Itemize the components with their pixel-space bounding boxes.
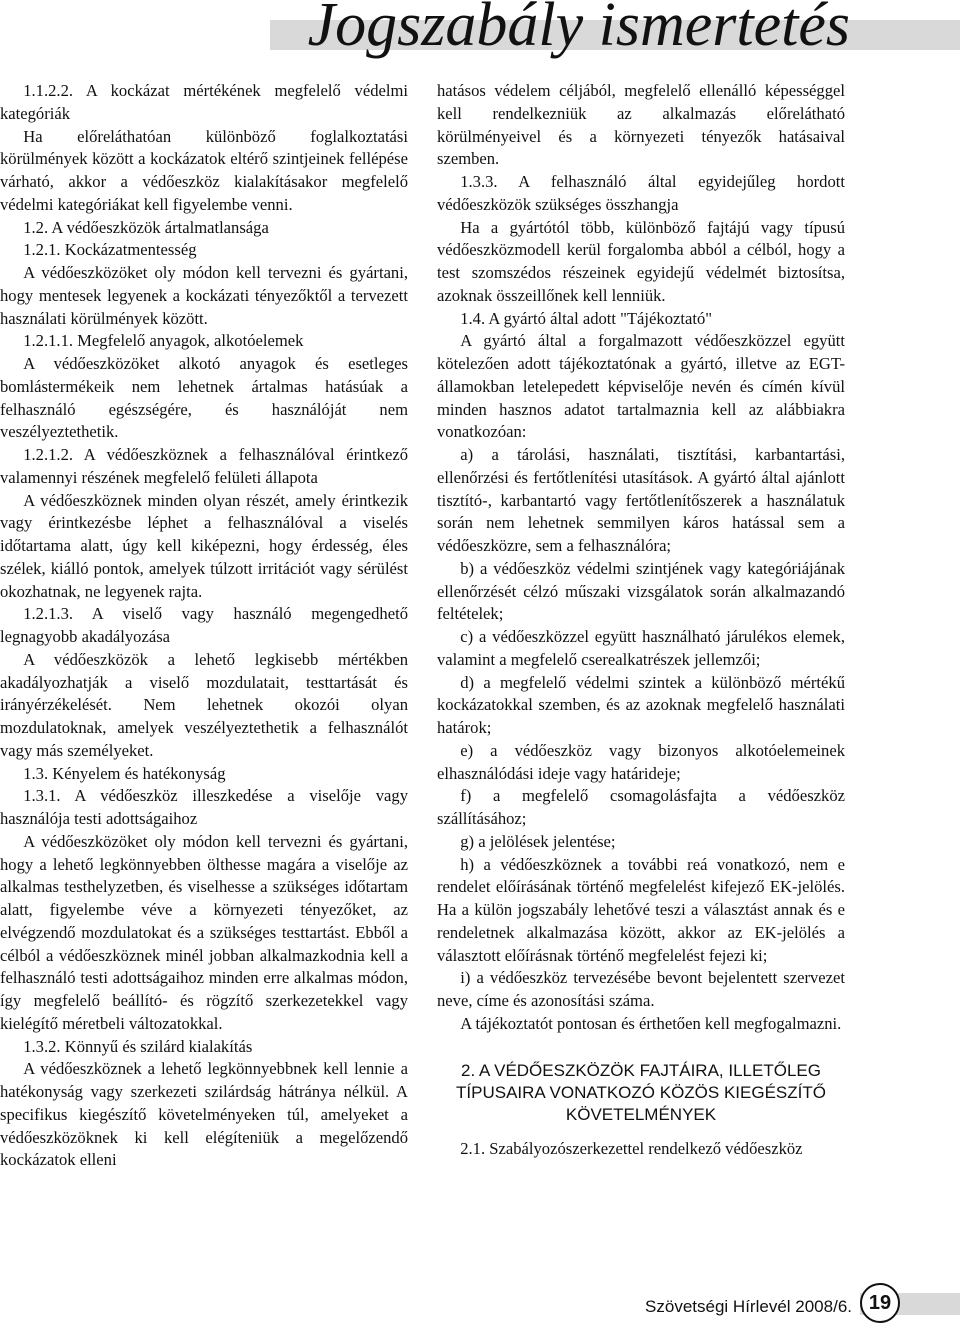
paragraph: Ha előreláthatóan különböző foglalkoztatási körülmények között a kockázatok eltérő szintjeinek fellépése várható, akkor a védőeszköz kialakításakor megfelelő védelmi kategóriákat kell figyelembe venni. [0,126,408,214]
paragraph: A védőeszközök a lehető legkisebb mértékben akadályozhatják a viselő mozdulatait, testtartását és irányérzékelését. Nem lehetnek okozói olyan mozdulatoknak, amelyek veszélyeztethetik a felhasználót vagy más személyeket. [0,649,408,760]
paragraph: e) a védőeszköz vagy bizonyos alkotóelemeinek elhasználódási ideje vagy határideje; [437,740,845,783]
publication-name: Szövetségi Hírlevél 2008/6. [645,1297,852,1316]
paragraph: f) a megfelelő csomagolásfajta a védőeszköz szállításához; [437,786,845,828]
paragraph: 1.3.2. Könnyű és szilárd kialakítás [23,1036,253,1056]
page-number: 19 [860,1283,900,1323]
paragraph: 1.4. A gyártó által adott "Tájékoztató" [460,308,713,328]
paragraph: 1.2.1.3. A viselő vagy használó megengedhető legnagyobb akadályozása [0,604,408,646]
paragraph: i) a védőeszköz tervezésébe bevont bejelentett szervezet neve, címe és azonosítási száma. [437,968,845,1010]
paragraph: b) a védőeszköz védelmi szintjének vagy kategóriájának ellenőrzését célzó műszaki vizsgálatok során alkalmazandó feltételek; [437,558,845,624]
paragraph: A védőeszközöket oly módon kell tervezni és gyártani, hogy mentesek legyenek a kockázati tényezőktől a tervezett használati körülmények között. [0,263,408,328]
paragraph: A védőeszköznek a lehető legkönnyebbnek kell lennie a hatékonyság vagy szerkezeti szilárdság hátránya nélkül. A specifikus kiegészítő követelményeken túl, amelyeket a védőeszközöknek ki kell elégíteniük a megelőzendő kockázatok elleni [0,1059,408,1170]
paragraph: 1.3.3. A felhasználó által egyidejűleg hordott védőeszközök szükséges összhangja [437,172,845,214]
paragraph: 2.1. Szabályozószerkezettel rendelkező védőeszköz [460,1138,803,1158]
paragraph: 1.1.2.2. A kockázat mértékének megfelelő védelmi kategóriák [0,81,408,123]
paragraph: Ha a gyártótól több, különböző fajtájú vagy típusú védőeszközmodell kerül forgalomba abból a célból, hogy a test szomszédos részeinek egyidejű védelmét biztosítsa, azoknak összeillőnek kell lenniük. [437,217,845,305]
footer [600,1283,960,1323]
paragraph: A gyártó által a forgalmazott védőeszközzel együtt kötelezően adott tájékoztatónak a gyártó, illetve az EGT-államokban letelepedett képviselője nevén és címén kívül minden hasznos adatot tartalmaznia kell az alábbiakra vonatkozóan: [437,331,845,442]
paragraph: h) a védőeszköznek a további reá vonatkozó, nem e rendelet előírásának történő megfelelést kifejező EK-jelölés. Ha a külön jogszabály lehetővé teszi a választást annak és e rendeletnek alkalmazása között, akkor az EK-jelölés a választott előírásnak történő megfelelést fejezi ki; [437,854,845,965]
paragraph: 1.3.1. A védőeszköz illeszkedése a viselője vagy használója testi adottságaihoz [0,786,408,828]
paragraph: hatásos védelem céljából, megfelelő ellenálló képességgel kell rendelkezniük az alkalmazás előrelátható körülményeivel és a környezeti tényezők hatásaival szemben. [437,81,845,169]
paragraph: 1.2.1.1. Megfelelő anyagok, alkotóelemek [23,331,304,351]
section-heading: 2. A VÉDŐESZKÖZÖK FAJTÁIRA, ILLETŐLEG TÍPUSAIRA VONATKOZÓ KÖZÖS KIEGÉSZÍTŐ KÖVETELMÉNYEK [456,1060,826,1124]
paragraph: A védőeszközöket oly módon kell tervezni és gyártani, hogy a lehető legkönnyebben ölthesse magára a viselője az alkalmas testhelyzetben, és viselhesse a szükséges időtartam alatt, figyelembe véve a környezeti tényezőket, az elvégzendő mozdulatokat és a szükséges testtartást. Ebből a célból a védőeszköznek minél jobban alkalmazkodnia kell a felhasználó testi adottságaihoz minden erre alkalmas módon, így megfelelő beállító- és rögzítő szerkezetekkel vagy kielégítő méretbeli változatokkal. [0,831,408,1033]
paragraph: a) a tárolási, használati, tisztítási, karbantartási, ellenőrzési és fertőtlenítési utasítások. A gyártó által ajánlott tisztító-, karbantartó vagy fertőtlenítőszerek a használatuk során nem lehetnek semmilyen káros hatással sem a védőeszközre, sem a felhasználóra; [437,445,845,555]
page-title: Jogszabály ismertetés [307,0,850,59]
paragraph: 1.2. A védőeszközök ártalmatlansága [23,217,269,237]
paragraph: A védőeszközöket alkotó anyagok és esetleges bomlástermékeik nem lehetnek ártalmas hatásúak a felhasználó egészségére, és használóját nem veszélyeztethetik. [0,354,408,442]
paragraph: 1.2.1. Kockázatmentesség [23,240,197,260]
right-column [437,80,845,1160]
paragraph: A védőeszköznek minden olyan részét, amely érintkezik vagy érintkezésbe léphet a felhasználóval a viselés időtartama alatt, úgy kell kiképezni, hogy érdesség, éles szélek, kiálló pontok, amelyek túlzott irritációt vagy sérülést okozhatnak, ne legyenek rajta. [0,490,408,601]
paragraph: 1.2.1.2. A védőeszköznek a felhasználóval érintkező valamennyi részének megfelelő felületi állapota [0,445,408,487]
paragraph: 1.3. Kényelem és hatékonyság [23,763,226,783]
left-column [0,80,408,1172]
paragraph: c) a védőeszközzel együtt használható járulékos elemek, valamint a megfelelő cserealkatrészek jellemzői; [437,627,845,669]
paragraph: A tájékoztatót pontosan és érthetően kell megfogalmazni. [460,1013,842,1033]
paragraph: d) a megfelelő védelmi szintek a különböző mértékű kockázatokkal szemben, és az azoknak megfelelő használati határok; [437,672,845,737]
paragraph: g) a jelölések jelentése; [460,831,616,851]
